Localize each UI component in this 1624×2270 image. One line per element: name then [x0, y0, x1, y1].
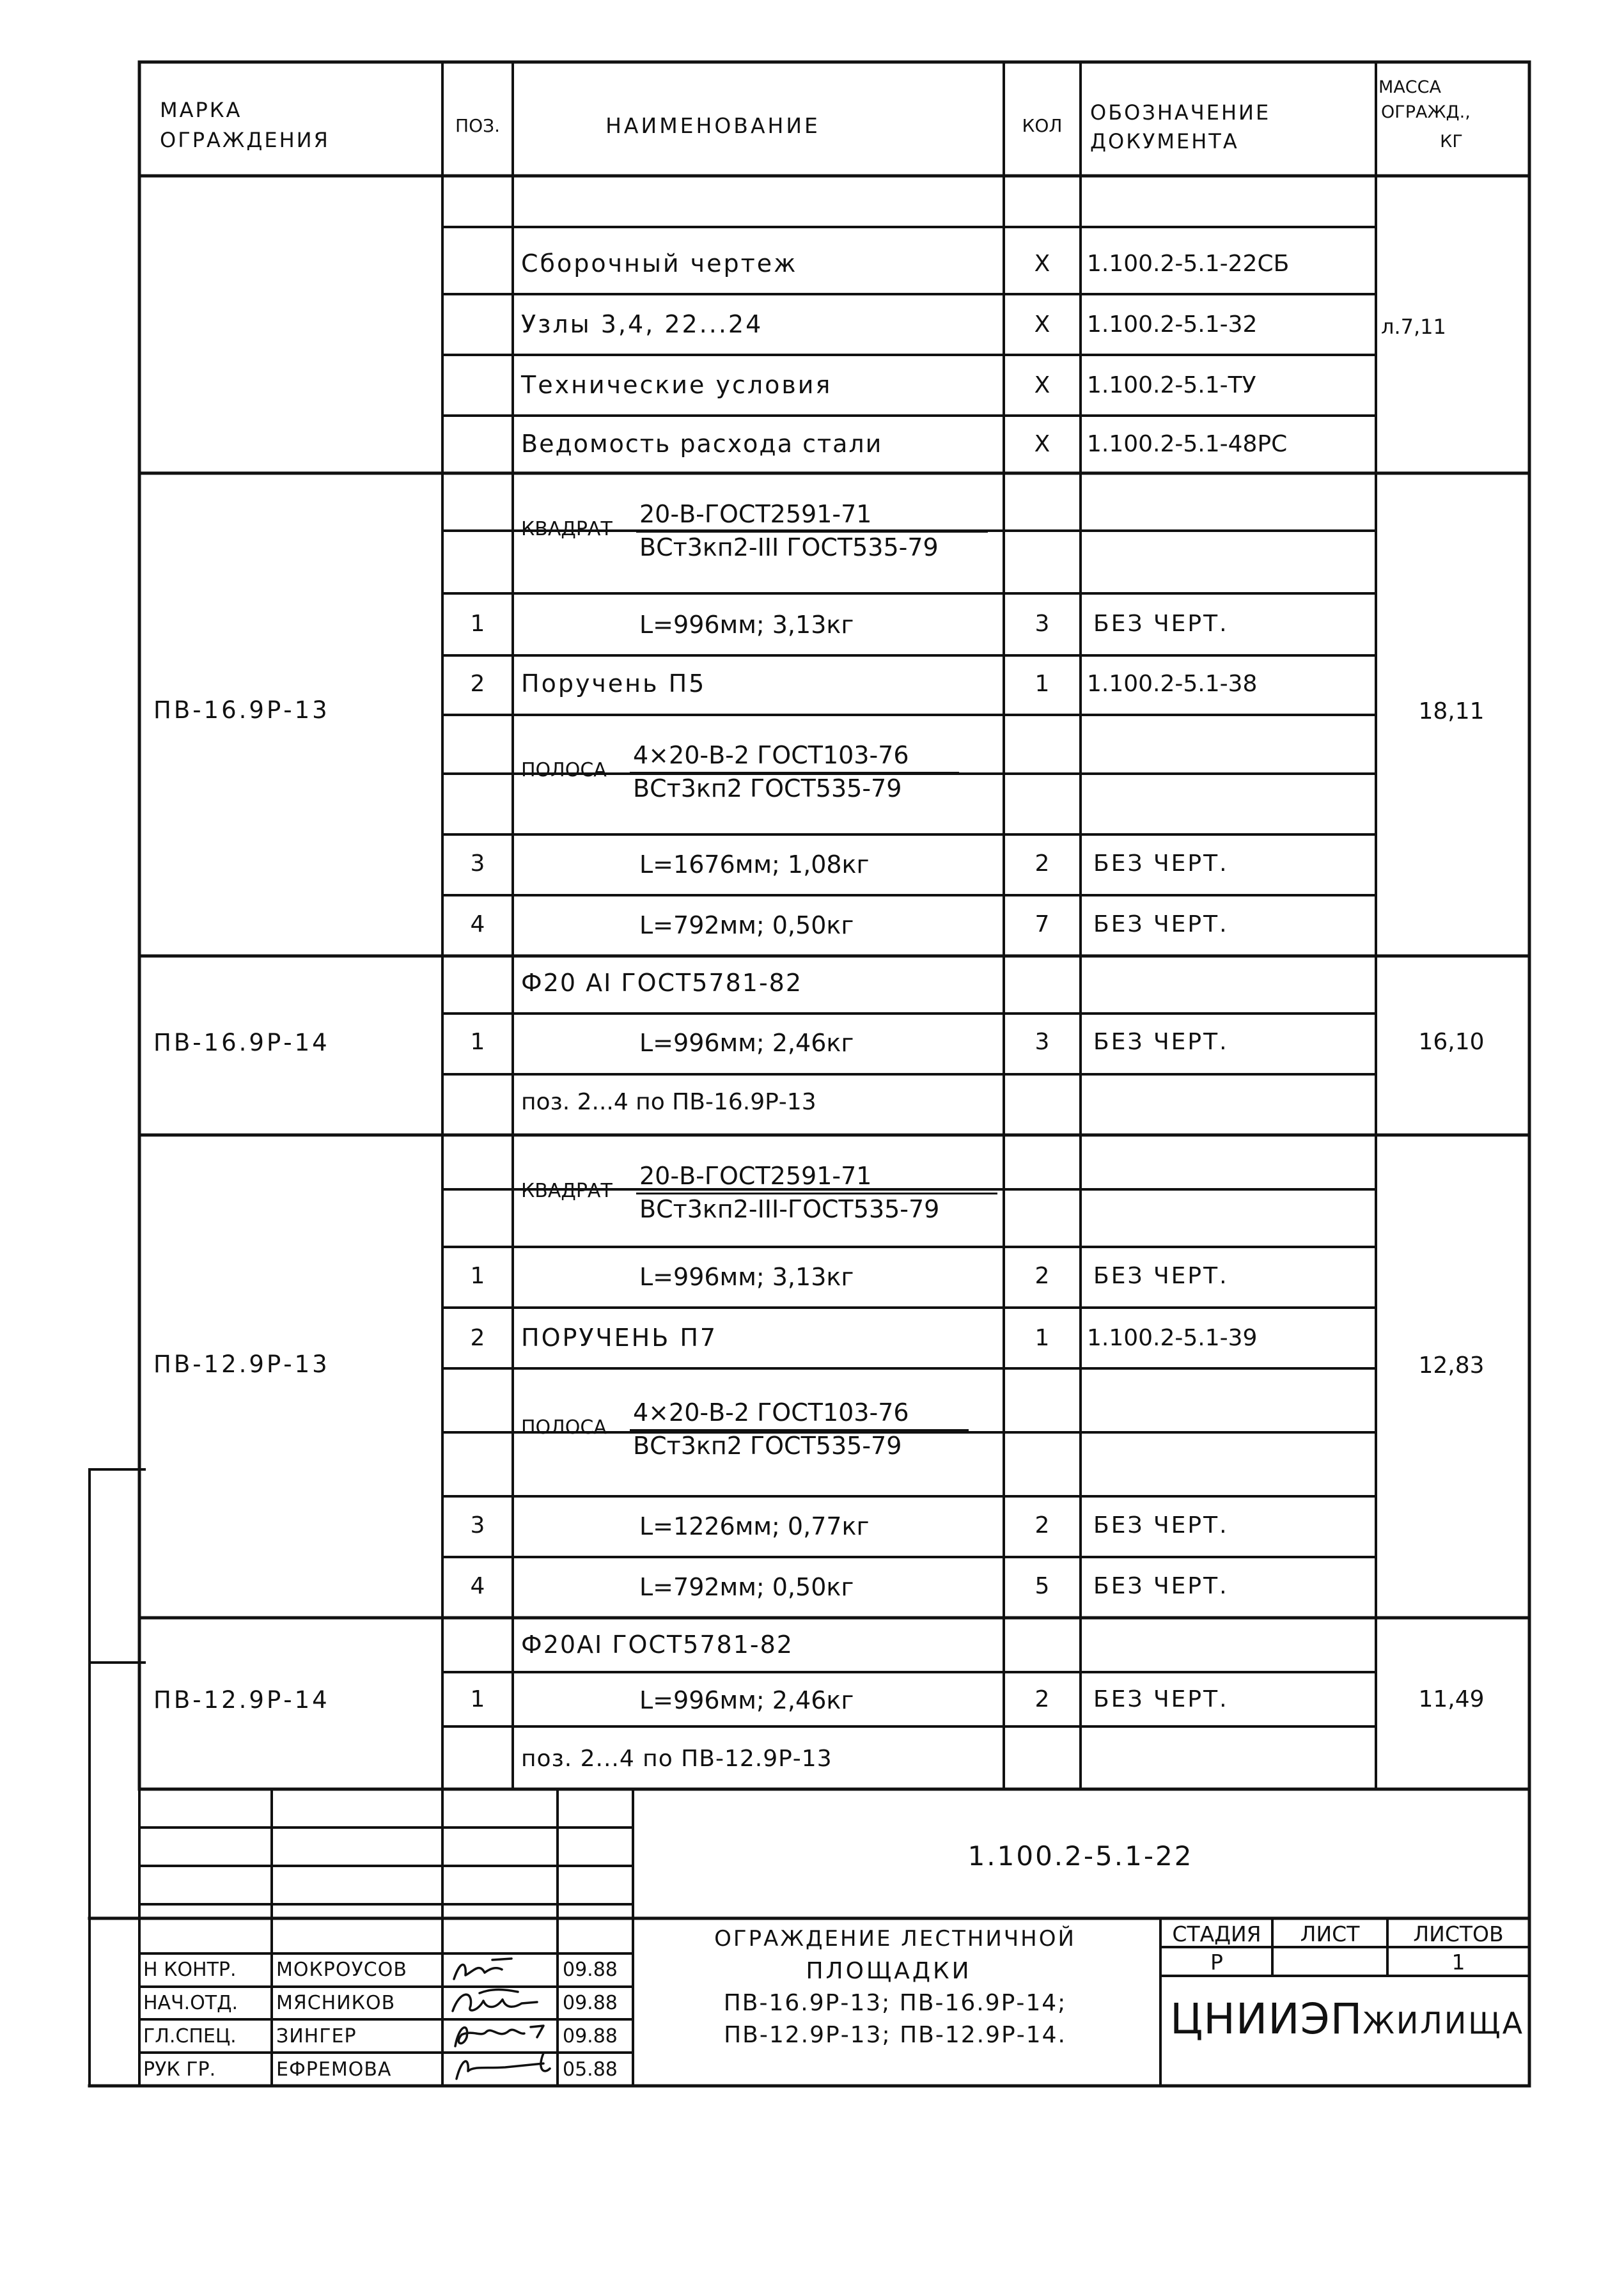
row-name: L=792мм; 0,50кг — [639, 1573, 854, 1601]
row-doc: БЕЗ ЧЕРТ. — [1093, 1512, 1229, 1538]
fraction-denominator: ВСт3кп2-III ГОСТ535-79 — [639, 533, 939, 561]
drawing-title: ПВ-12.9Р-13; ПВ-12.9Р-14. — [724, 2022, 1066, 2048]
row-qty: 1 — [1035, 671, 1050, 697]
reference-note: поз. 2...4 по ПВ-16.9Р-13 — [521, 1089, 816, 1115]
doc-row-qty: Х — [1034, 311, 1050, 338]
date-cell: 09.88 — [563, 1992, 618, 2014]
row-doc: БЕЗ ЧЕРТ. — [1093, 850, 1229, 877]
row-pos: 4 — [470, 1573, 485, 1599]
signature — [448, 2018, 556, 2051]
row-doc: БЕЗ ЧЕРТ. — [1093, 1263, 1229, 1289]
doc-row-doc: 1.100.2-5.1-ТУ — [1087, 372, 1256, 398]
stage-value: Р — [1210, 1950, 1223, 1975]
fraction-numerator: 20-В-ГОСТ2591-71 — [639, 1162, 872, 1190]
doc-row-name: Сборочный чертеж — [521, 249, 798, 278]
fraction-numerator: 4×20-В-2 ГОСТ103-76 — [633, 1398, 909, 1427]
doc-row-qty: Х — [1034, 372, 1050, 398]
drawing-title: ПЛОЩАДКИ — [806, 1958, 972, 1984]
header-doc-line1: ОБОЗНАЧЕНИЕ — [1090, 100, 1271, 125]
row-name: L=996мм; 3,13кг — [639, 611, 854, 639]
header-mark-line1: МАРКА — [160, 98, 242, 122]
doc-row-name: Ведомость расхода стали — [521, 430, 883, 458]
row-name: L=996мм; 3,13кг — [639, 1263, 854, 1291]
date-cell: 05.88 — [563, 2058, 618, 2081]
row-qty: 5 — [1035, 1573, 1050, 1599]
group-mass: 11,49 — [1418, 1686, 1485, 1712]
header-name: НАИМЕНОВАНИЕ — [605, 113, 820, 138]
role-cell: РУК ГР. — [143, 2058, 216, 2081]
row-name: L=1676мм; 1,08кг — [639, 850, 870, 879]
header-mass-line3: КГ — [1440, 132, 1463, 152]
organization-name-part2: ЖИЛИЩА — [1362, 2006, 1525, 2040]
material-spec: Ф20 АI ГОСТ5781-82 — [521, 969, 803, 997]
row-doc: БЕЗ ЧЕРТ. — [1093, 1686, 1229, 1712]
name-cell: ЗИНГЕР — [276, 2025, 357, 2047]
row-pos: 2 — [470, 1325, 485, 1351]
fraction-bar — [636, 531, 988, 533]
organization-name — [1170, 1994, 1525, 2044]
row-doc: 1.100.2-5.1-39 — [1087, 1325, 1258, 1351]
doc-row-name: Технические условия — [521, 371, 832, 399]
group-mass: 16,10 — [1418, 1029, 1485, 1055]
signature — [448, 1953, 556, 1987]
row-name: Поручень П5 — [521, 669, 707, 698]
header-qty: КОЛ — [1022, 115, 1063, 136]
doc-row-qty: Х — [1034, 431, 1050, 457]
row-qty: 2 — [1035, 1263, 1050, 1289]
group-mark: ПВ-16.9Р-14 — [153, 1029, 330, 1056]
row-pos: 1 — [470, 1686, 485, 1712]
signature — [448, 1985, 556, 2019]
header-pos: ПОЗ. — [455, 115, 500, 136]
stage-label: СТАДИЯ — [1172, 1922, 1261, 1946]
role-cell: ГЛ.СПЕЦ. — [143, 2025, 237, 2047]
fraction-numerator: 20-В-ГОСТ2591-71 — [639, 500, 872, 528]
row-qty: 2 — [1035, 1512, 1050, 1538]
sheet-label: ЛИСТ — [1300, 1922, 1360, 1946]
name-cell: МОКРОУСОВ — [276, 1959, 407, 1981]
signature — [448, 2049, 556, 2083]
row-pos: 4 — [470, 911, 485, 937]
row-name: L=996мм; 2,46кг — [639, 1686, 854, 1714]
row-qty: 3 — [1035, 611, 1050, 637]
row-pos: 1 — [470, 611, 485, 637]
row-qty: 2 — [1035, 1686, 1050, 1712]
row-qty: 2 — [1035, 850, 1050, 877]
row-name: ПОРУЧЕНЬ П7 — [521, 1324, 718, 1352]
drawing-code: 1.100.2-5.1-22 — [967, 1840, 1194, 1872]
fraction-bar — [630, 772, 959, 774]
reference-note: поз. 2...4 по ПВ-12.9Р-13 — [521, 1746, 832, 1772]
date-cell: 09.88 — [563, 1959, 618, 1981]
group-mass: 18,11 — [1418, 698, 1485, 724]
row-name: L=792мм; 0,50кг — [639, 911, 854, 939]
row-doc: БЕЗ ЧЕРТ. — [1093, 1573, 1229, 1599]
sheets-label: ЛИСТОВ — [1413, 1922, 1504, 1946]
fraction-bar — [636, 1193, 997, 1194]
drawing-title: ПВ-16.9Р-13; ПВ-16.9Р-14; — [723, 1990, 1067, 2016]
fraction-denominator: ВСт3кп2 ГОСТ535-79 — [633, 1432, 902, 1460]
row-name: L=996мм; 2,46кг — [639, 1029, 854, 1057]
drawing-title: ОГРАЖДЕНИЕ ЛЕСТНИЧНОЙ — [714, 1926, 1076, 1952]
row-doc: БЕЗ ЧЕРТ. — [1093, 911, 1229, 937]
header-doc-line2: ДОКУМЕНТА — [1090, 129, 1239, 153]
header-mass-line1: МАССА — [1378, 77, 1441, 97]
fraction-bar — [630, 1429, 969, 1431]
fraction-label: ПОЛОСА — [521, 1416, 607, 1439]
row-qty: 1 — [1035, 1325, 1050, 1351]
group-mass: 12,83 — [1418, 1352, 1485, 1379]
fraction-label: КВАДРАТ — [521, 518, 613, 540]
row-doc: 1.100.2-5.1-38 — [1087, 671, 1258, 697]
row-qty: 7 — [1035, 911, 1050, 937]
name-cell: МЯСНИКОВ — [276, 1992, 396, 2014]
row-pos: 3 — [470, 1512, 485, 1538]
material-spec: Ф20АI ГОСТ5781-82 — [521, 1631, 793, 1659]
header-mark-line2: ОГРАЖДЕНИЯ — [160, 128, 330, 152]
doc-row-doc: 1.100.2-5.1-32 — [1087, 311, 1258, 338]
docs-mass: л.7,11 — [1381, 315, 1446, 339]
group-mark: ПВ-12.9Р-13 — [153, 1350, 330, 1378]
name-cell: ЕФРЕМОВА — [276, 2058, 392, 2081]
doc-row-doc: 1.100.2-5.1-48РС — [1087, 431, 1288, 457]
doc-row-qty: Х — [1034, 251, 1050, 277]
fraction-label: КВАДРАТ — [521, 1180, 613, 1202]
header-mass-line2: ОГРАЖД., — [1381, 102, 1471, 122]
row-pos: 1 — [470, 1263, 485, 1289]
row-doc: БЕЗ ЧЕРТ. — [1093, 1029, 1229, 1055]
role-cell: НАЧ.ОТД. — [143, 1992, 238, 2014]
row-name: L=1226мм; 0,77кг — [639, 1512, 870, 1540]
date-cell: 09.88 — [563, 2025, 618, 2047]
row-doc: БЕЗ ЧЕРТ. — [1093, 611, 1229, 637]
fraction-denominator: ВСт3кп2-III-ГОСТ535-79 — [639, 1195, 940, 1223]
group-mark: ПВ-12.9Р-14 — [153, 1686, 330, 1714]
role-cell: Н КОНТР. — [143, 1959, 237, 1981]
group-mark: ПВ-16.9Р-13 — [153, 696, 330, 724]
sheets-value: 1 — [1451, 1950, 1465, 1975]
row-pos: 2 — [470, 671, 485, 697]
doc-row-name: Узлы 3,4, 22...24 — [521, 310, 763, 338]
row-qty: 3 — [1035, 1029, 1050, 1055]
fraction-label: ПОЛОСА — [521, 759, 607, 781]
fraction-denominator: ВСт3кп2 ГОСТ535-79 — [633, 774, 902, 802]
row-pos: 1 — [470, 1029, 485, 1055]
doc-row-doc: 1.100.2-5.1-22СБ — [1087, 251, 1290, 277]
fraction-numerator: 4×20-В-2 ГОСТ103-76 — [633, 741, 909, 769]
organization-name-part1: ЦНИИЭП — [1170, 1994, 1363, 2044]
row-pos: 3 — [470, 850, 485, 877]
